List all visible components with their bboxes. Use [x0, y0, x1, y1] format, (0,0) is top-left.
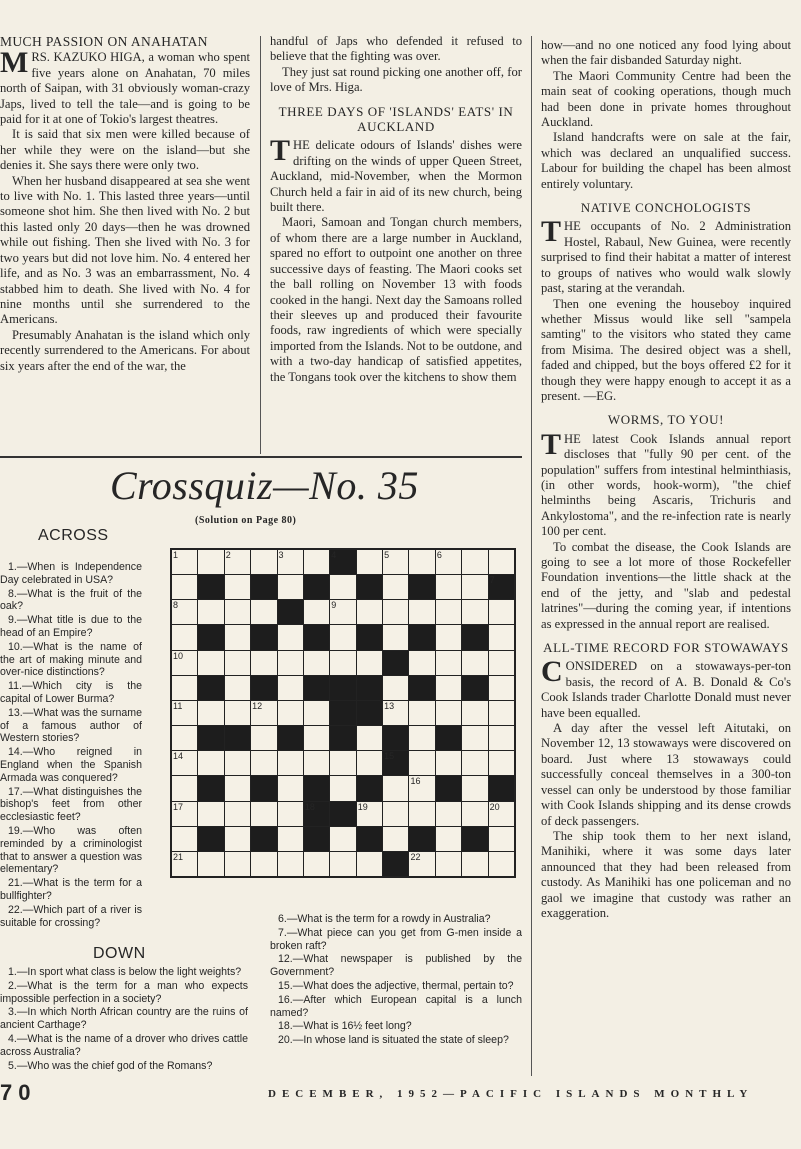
grid-cell[interactable] — [462, 550, 487, 574]
grid-block — [198, 776, 223, 800]
down-heading: DOWN — [93, 945, 146, 962]
grid-block — [357, 827, 382, 851]
paragraph: Presumably Anahatan is the island which only recently surrendered to the Americans. For about six years after the end of the war, the — [0, 327, 250, 373]
headline-anahatan: MUCH PASSION ON ANAHATAN — [0, 34, 208, 49]
grid-block — [198, 575, 223, 599]
grid-cell[interactable] — [436, 852, 461, 876]
grid-cell[interactable] — [172, 625, 197, 649]
grid-cell[interactable] — [383, 827, 408, 851]
grid-cell[interactable] — [409, 600, 434, 624]
grid-cell[interactable] — [278, 827, 303, 851]
grid-block — [357, 701, 382, 725]
cell-number: 7 — [489, 575, 495, 586]
grid-cell[interactable] — [383, 575, 408, 599]
grid-cell[interactable] — [489, 600, 514, 624]
paragraph: The ship took them to her next island, Manihiki, where it was some days later announced that they had been released from custody. As Manihiki has one policeman and no gaol we imagine that custody was rather an exaggeration. — [541, 828, 791, 920]
clue: 12.—What newspaper is published by the Government? — [270, 953, 522, 979]
grid-cell[interactable] — [357, 751, 382, 775]
cell-number: 18 — [304, 801, 315, 812]
grid-cell[interactable] — [462, 701, 487, 725]
grid-cell[interactable] — [278, 575, 303, 599]
grid-cell[interactable] — [330, 575, 355, 599]
cell-number: 4 — [331, 550, 337, 560]
grid-cell[interactable] — [462, 600, 487, 624]
paragraph: how—and no one noticed any food lying about when the fair disbanded Saturday night. — [541, 38, 791, 68]
grid-block — [304, 827, 329, 851]
grid-cell[interactable] — [409, 802, 434, 826]
crossquiz-solution-note: (Solution on Page 80) — [195, 515, 297, 526]
grid-cell[interactable] — [198, 651, 223, 675]
cell-number: 15 — [384, 751, 395, 762]
clue: 4.—What is the name of a drover who drives cattle across Australia? — [0, 1032, 248, 1058]
grid-cell[interactable] — [225, 625, 250, 649]
across-heading: ACROSS — [38, 527, 109, 544]
grid-block — [251, 575, 276, 599]
grid-cell[interactable] — [409, 726, 434, 750]
paragraph: They just sat round picking one another off, for love of Mrs. Higa. — [270, 64, 522, 95]
grid-block — [462, 625, 487, 649]
grid-block — [409, 575, 434, 599]
grid-cell[interactable] — [383, 550, 408, 574]
footer-masthead: DECEMBER, 1952—PACIFIC ISLANDS MONTHLY — [268, 1088, 754, 1100]
across-clues — [0, 561, 142, 930]
grid-cell[interactable] — [330, 776, 355, 800]
grid-cell[interactable] — [357, 726, 382, 750]
grid-cell[interactable] — [383, 802, 408, 826]
grid-cell[interactable] — [172, 550, 197, 574]
grid-block — [198, 676, 223, 700]
divider — [260, 36, 261, 454]
grid-block — [304, 802, 329, 826]
grid-cell[interactable] — [172, 600, 197, 624]
subhead-conchologists: NATIVE CONCHOLOGISTS — [580, 200, 752, 216]
grid-cell[interactable] — [251, 852, 276, 876]
grid-cell[interactable] — [172, 827, 197, 851]
grid-cell[interactable] — [462, 651, 487, 675]
grid-block — [330, 701, 355, 725]
paragraph: HE delicate odours of Islands' dishes were drifting on the winds of upper Queen Street, Auckland, mid-November, when the Mormon Church held a fair in aid of its new church, being built there. — [270, 138, 522, 215]
grid-cell[interactable] — [198, 600, 223, 624]
grid-cell[interactable] — [172, 651, 197, 675]
grid-block — [251, 776, 276, 800]
grid-cell[interactable] — [278, 651, 303, 675]
grid-cell[interactable] — [330, 852, 355, 876]
divider — [531, 36, 532, 1076]
grid-block — [198, 625, 223, 649]
grid-cell[interactable] — [462, 575, 487, 599]
down-clues — [0, 966, 248, 1073]
grid-cell[interactable] — [489, 751, 514, 775]
grid-cell[interactable] — [225, 651, 250, 675]
grid-cell[interactable] — [409, 651, 434, 675]
grid-cell[interactable] — [225, 575, 250, 599]
grid-cell[interactable] — [436, 751, 461, 775]
grid-cell[interactable] — [383, 701, 408, 725]
grid-cell[interactable] — [304, 651, 329, 675]
grid-cell[interactable] — [436, 600, 461, 624]
grid-block — [383, 852, 408, 876]
cell-number: 22 — [410, 851, 421, 862]
grid-block — [251, 625, 276, 649]
grid-cell[interactable] — [304, 550, 329, 574]
dropcap: T — [270, 134, 291, 168]
grid-cell[interactable] — [489, 852, 514, 876]
grid-block — [489, 776, 514, 800]
dropcap: M — [0, 46, 29, 80]
clue: 6.—What is the term for a rowdy in Australia? — [278, 913, 491, 925]
grid-cell[interactable] — [383, 600, 408, 624]
clue: 1.—When is Independence Day celebrated in USA? — [0, 561, 142, 586]
cell-number: 16 — [410, 776, 421, 787]
grid-cell[interactable] — [172, 676, 197, 700]
grid-block — [330, 550, 355, 574]
cell-number: 14 — [173, 751, 184, 762]
clue: 16.—After which European capital is a lunch named? — [270, 993, 522, 1019]
crossword-grid[interactable] — [170, 548, 516, 878]
crossquiz-title: Crossquiz—No. 35 — [110, 463, 419, 508]
cell-number: 19 — [357, 801, 368, 812]
grid-cell[interactable] — [330, 827, 355, 851]
cell-number: 1 — [173, 550, 179, 560]
paragraph: The Maori Community Centre had been the main seat of cooking operations, though much had been done in private homes throughout Auckland. — [541, 68, 791, 130]
paragraph: handful of Japs who defended it refused to believe that the fighting was over. — [270, 34, 522, 64]
cell-number: 6 — [436, 550, 442, 560]
clue: 5.—Who was the chief god of the Romans? — [8, 1059, 213, 1072]
cell-number: 9 — [331, 600, 337, 611]
grid-block — [278, 600, 303, 624]
grid-cell[interactable] — [304, 600, 329, 624]
grid-cell[interactable] — [304, 751, 329, 775]
grid-block — [409, 625, 434, 649]
divider — [0, 456, 522, 458]
paragraph: To combat the disease, the Cook Islands are going to see a lot more of those Rockefeller Foundation inventions—the little shack at the end of the jetty, and "slab and pedestal latrines"—during the coming year, if intentions as expressed in the annual report are realised. — [541, 539, 791, 631]
grid-block — [251, 827, 276, 851]
grid-block — [409, 827, 434, 851]
grid-block — [304, 676, 329, 700]
grid-cell[interactable] — [330, 751, 355, 775]
grid-cell[interactable] — [278, 625, 303, 649]
clue: 2.—What is the term for a man who expects impossible perfection in a society? — [0, 979, 248, 1005]
grid-block — [357, 676, 382, 700]
clue: 10.—What is the name of the art of making minute and over-nice distinctions? — [0, 640, 142, 679]
grid-block — [304, 776, 329, 800]
grid-cell[interactable] — [225, 802, 250, 826]
clue: 13.—What was the surname of a famous author of Western stories? — [0, 706, 142, 745]
dropcap: T — [541, 215, 562, 249]
grid-cell[interactable] — [225, 676, 250, 700]
grid-cell[interactable] — [251, 600, 276, 624]
grid-block — [357, 575, 382, 599]
grid-cell[interactable] — [225, 550, 250, 574]
cell-number: 3 — [278, 550, 284, 560]
grid-block — [383, 726, 408, 750]
grid-cell[interactable] — [409, 550, 434, 574]
subhead-stowaways: ALL-TIME RECORD FOR STOWAWAYS — [543, 640, 789, 656]
grid-cell[interactable] — [172, 776, 197, 800]
clue: 20.—In whose land is situated the state of sleep? — [278, 1034, 509, 1047]
grid-cell[interactable] — [330, 600, 355, 624]
grid-cell[interactable] — [462, 852, 487, 876]
clue: 9.—What title is due to the head of an Empire? — [0, 614, 142, 639]
grid-cell[interactable] — [357, 550, 382, 574]
grid-cell[interactable] — [409, 776, 434, 800]
clue: 17.—What distinguishes the bishop's feet from other ecclesiastic feet? — [0, 785, 142, 824]
grid-cell[interactable] — [172, 802, 197, 826]
grid-cell[interactable] — [409, 852, 434, 876]
grid-block — [330, 726, 355, 750]
grid-block — [198, 726, 223, 750]
down-clues-continued — [270, 913, 522, 1048]
grid-cell[interactable] — [330, 651, 355, 675]
grid-block — [462, 676, 487, 700]
grid-block — [304, 575, 329, 599]
grid-cell[interactable] — [357, 651, 382, 675]
grid-cell[interactable] — [278, 802, 303, 826]
paragraph: Maori, Samoan and Tongan church members, of whom there are a large number in Auckland, spared no effort to outpoint one another on three successive days of feasting. The Maori cooks set the ball rolling on November 13 with foods cooked in the hangi. Next day the Samoans rolled their sleeves up and produced their favourite foods, raw ingredients of which were specially imported from the Islands. Not to be outdone, and with a two-day handicap of satisfied appetites, the Tongans took over the kitchens to show them — [270, 215, 522, 384]
article-auckland — [270, 34, 522, 385]
grid-cell[interactable] — [304, 852, 329, 876]
grid-block — [462, 827, 487, 851]
grid-cell[interactable] — [278, 550, 303, 574]
clue: 22.—Which part of a river is suitable for crossing? — [0, 903, 142, 929]
grid-cell[interactable] — [172, 751, 197, 775]
grid-cell[interactable] — [198, 701, 223, 725]
cell-number: 21 — [173, 851, 184, 862]
grid-cell[interactable] — [198, 751, 223, 775]
subhead-worms: WORMS, TO YOU! — [607, 412, 725, 428]
clue: 1.—In sport what class is below the light weights? — [8, 966, 242, 978]
grid-cell[interactable] — [172, 726, 197, 750]
grid-block — [436, 776, 461, 800]
grid-cell[interactable] — [357, 600, 382, 624]
grid-cell[interactable] — [225, 776, 250, 800]
grid-cell[interactable] — [251, 726, 276, 750]
dropcap: T — [541, 427, 562, 461]
page-number: 70 — [0, 1080, 37, 1105]
grid-cell[interactable] — [172, 852, 197, 876]
grid-cell[interactable] — [278, 776, 303, 800]
grid-cell[interactable] — [225, 600, 250, 624]
grid-block — [489, 575, 514, 599]
grid-cell[interactable] — [462, 776, 487, 800]
grid-cell[interactable] — [225, 751, 250, 775]
cell-number: 13 — [384, 700, 395, 711]
grid-cell[interactable] — [357, 802, 382, 826]
grid-cell[interactable] — [330, 625, 355, 649]
grid-block — [357, 625, 382, 649]
grid-cell[interactable] — [489, 827, 514, 851]
grid-block — [330, 802, 355, 826]
grid-cell[interactable] — [278, 751, 303, 775]
grid-cell[interactable] — [489, 726, 514, 750]
paragraph: RS. KAZUKO HIGA, a woman who spent five years alone on Anahatan, 70 miles north of Saipan, with 31 obviously woman-crazy Japs, lived to tell the tale—and is going to be paid for it at one of Tokio's largest theatres. — [0, 50, 250, 127]
grid-block — [330, 676, 355, 700]
grid-cell[interactable] — [436, 701, 461, 725]
paragraph: ONSIDERED on a stowaways-per-ton basis, the record of A. B. Donald & Co's Cook Islands trader Charlotte Donald must never have been equalled. — [541, 659, 791, 720]
clue: 18.—What is 16½ feet long? — [278, 1020, 412, 1033]
grid-cell[interactable] — [489, 676, 514, 700]
grid-cell[interactable] — [172, 575, 197, 599]
page-footer — [0, 1080, 801, 1105]
grid-cell[interactable] — [198, 852, 223, 876]
clue: 19.—Who was often reminded by a criminologist that to answer a question was elementary? — [0, 824, 142, 876]
articles-right-column — [541, 38, 791, 921]
clue: 21.—What is the term for a bullfighter? — [0, 877, 142, 902]
clue: 14.—Who reigned in England when the Spanish Armada was conquered? — [0, 746, 142, 784]
paragraph: When her husband disappeared at sea she went to live with No. 1. This lasted three years—until someone shot him. She then lived with No. 2 but this lasted only 20 days—then he was drowned while out fishing. Then she lived with No. 3 for two years but did not love him. No. 4 entered her life, and as No. 3 was an embarrassment, No. 4 stabbed him to death. She lived with No. 4 for nine months until she surrendered to the Americans. — [0, 173, 250, 327]
grid-cell[interactable] — [436, 575, 461, 599]
grid-cell[interactable] — [225, 852, 250, 876]
grid-block — [278, 726, 303, 750]
clue: 15.—What does the adjective, thermal, pertain to? — [278, 979, 514, 992]
grid-cell[interactable] — [251, 751, 276, 775]
grid-cell[interactable] — [436, 550, 461, 574]
grid-cell[interactable] — [489, 651, 514, 675]
article-anahatan — [0, 34, 250, 374]
clue: 8.—What is the fruit of the oak? — [0, 587, 142, 613]
grid-block — [304, 625, 329, 649]
grid-block — [198, 827, 223, 851]
cell-number: 17 — [173, 801, 184, 812]
grid-cell[interactable] — [172, 701, 197, 725]
grid-block — [383, 651, 408, 675]
grid-cell[interactable] — [278, 701, 303, 725]
grid-cell[interactable] — [489, 625, 514, 649]
grid-cell[interactable] — [462, 751, 487, 775]
grid-cell[interactable] — [225, 701, 250, 725]
grid-cell[interactable] — [198, 802, 223, 826]
cell-number: 11 — [173, 700, 183, 711]
grid-cell[interactable] — [383, 776, 408, 800]
grid-cell[interactable] — [489, 550, 514, 574]
grid-cell[interactable] — [462, 802, 487, 826]
grid-cell[interactable] — [304, 701, 329, 725]
cell-number: 2 — [225, 550, 231, 560]
grid-cell[interactable] — [198, 550, 223, 574]
cell-number: 5 — [384, 550, 390, 560]
grid-cell[interactable] — [436, 651, 461, 675]
grid-cell[interactable] — [251, 651, 276, 675]
paragraph: It is said that six men were killed because of her while they were on the island—but she denies it. She says there were only two. — [0, 127, 250, 173]
grid-cell[interactable] — [409, 751, 434, 775]
grid-cell[interactable] — [251, 550, 276, 574]
grid-cell[interactable] — [436, 625, 461, 649]
grid-block — [383, 751, 408, 775]
grid-cell[interactable] — [489, 701, 514, 725]
grid-cell[interactable] — [304, 726, 329, 750]
grid-cell[interactable] — [489, 802, 514, 826]
dropcap: C — [541, 655, 563, 689]
grid-cell[interactable] — [383, 625, 408, 649]
cell-number: 12 — [252, 700, 263, 711]
paragraph: HE occupants of No. 2 Administration Hostel, Rabaul, New Guinea, were recently surprised to find their habitat a matter of interest to groups of natives who would walk slowly past, staring at the verandah. — [541, 219, 791, 296]
clue: 3.—In which North African country are the ruins of ancient Carthage? — [0, 1006, 248, 1032]
cell-number: 20 — [489, 801, 500, 812]
grid-cell[interactable] — [225, 827, 250, 851]
grid-cell[interactable] — [462, 726, 487, 750]
grid-cell[interactable] — [251, 701, 276, 725]
grid-block — [357, 776, 382, 800]
clue: 11.—Which city is the capital of Lower Burma? — [0, 680, 142, 705]
paragraph: Then one evening the houseboy inquired whether Missus would like sell "sampela samting" to the visitors who stated they came from Misima. The desired object was a shell, faded and chipped, but the boys offered £2 for it though they were happy enough to accept it as a present. —EG. — [541, 296, 791, 403]
grid-cell[interactable] — [278, 676, 303, 700]
grid-block — [251, 676, 276, 700]
grid-cell[interactable] — [409, 701, 434, 725]
grid-cell[interactable] — [383, 676, 408, 700]
grid-cell[interactable] — [278, 852, 303, 876]
cell-number: 8 — [173, 600, 179, 611]
subhead-auckland: THREE DAYS OF 'ISLANDS' EATS' IN AUCKLAND — [278, 103, 514, 135]
paragraph: HE latest Cook Islands annual report discloses that "fully 90 per cent. of the population" suffers from intestinal helminthiasis, (in other words, hook-worm), "the chief helminths being Ascaris, Trichuris and Ankylostoma", and the re-infection rate is nearly 100 per cent. — [541, 431, 791, 539]
grid-block — [436, 726, 461, 750]
grid-cell[interactable] — [436, 827, 461, 851]
grid-cell[interactable] — [436, 676, 461, 700]
grid-cell[interactable] — [436, 802, 461, 826]
cell-number: 10 — [173, 650, 184, 661]
grid-cell[interactable] — [251, 802, 276, 826]
paragraph: Island handcrafts were on sale at the fair, which was declared an unqualified success. Labour for building the chapel has been almost entirely voluntary. — [541, 130, 791, 191]
clue: 7.—What piece can you get from G-men inside a broken raft? — [270, 926, 522, 952]
paragraph: A day after the vessel left Aitutaki, on November 12, 13 stowaways were discovered on board. Just where 13 stowaways could successfully conceal themselves in a 300-ton vessel can only be understood by those familiar with Cook Islands shipping and its dense crowds of deck passengers. — [541, 721, 791, 828]
grid-block — [409, 676, 434, 700]
grid-cell[interactable] — [357, 852, 382, 876]
grid-block — [225, 726, 250, 750]
